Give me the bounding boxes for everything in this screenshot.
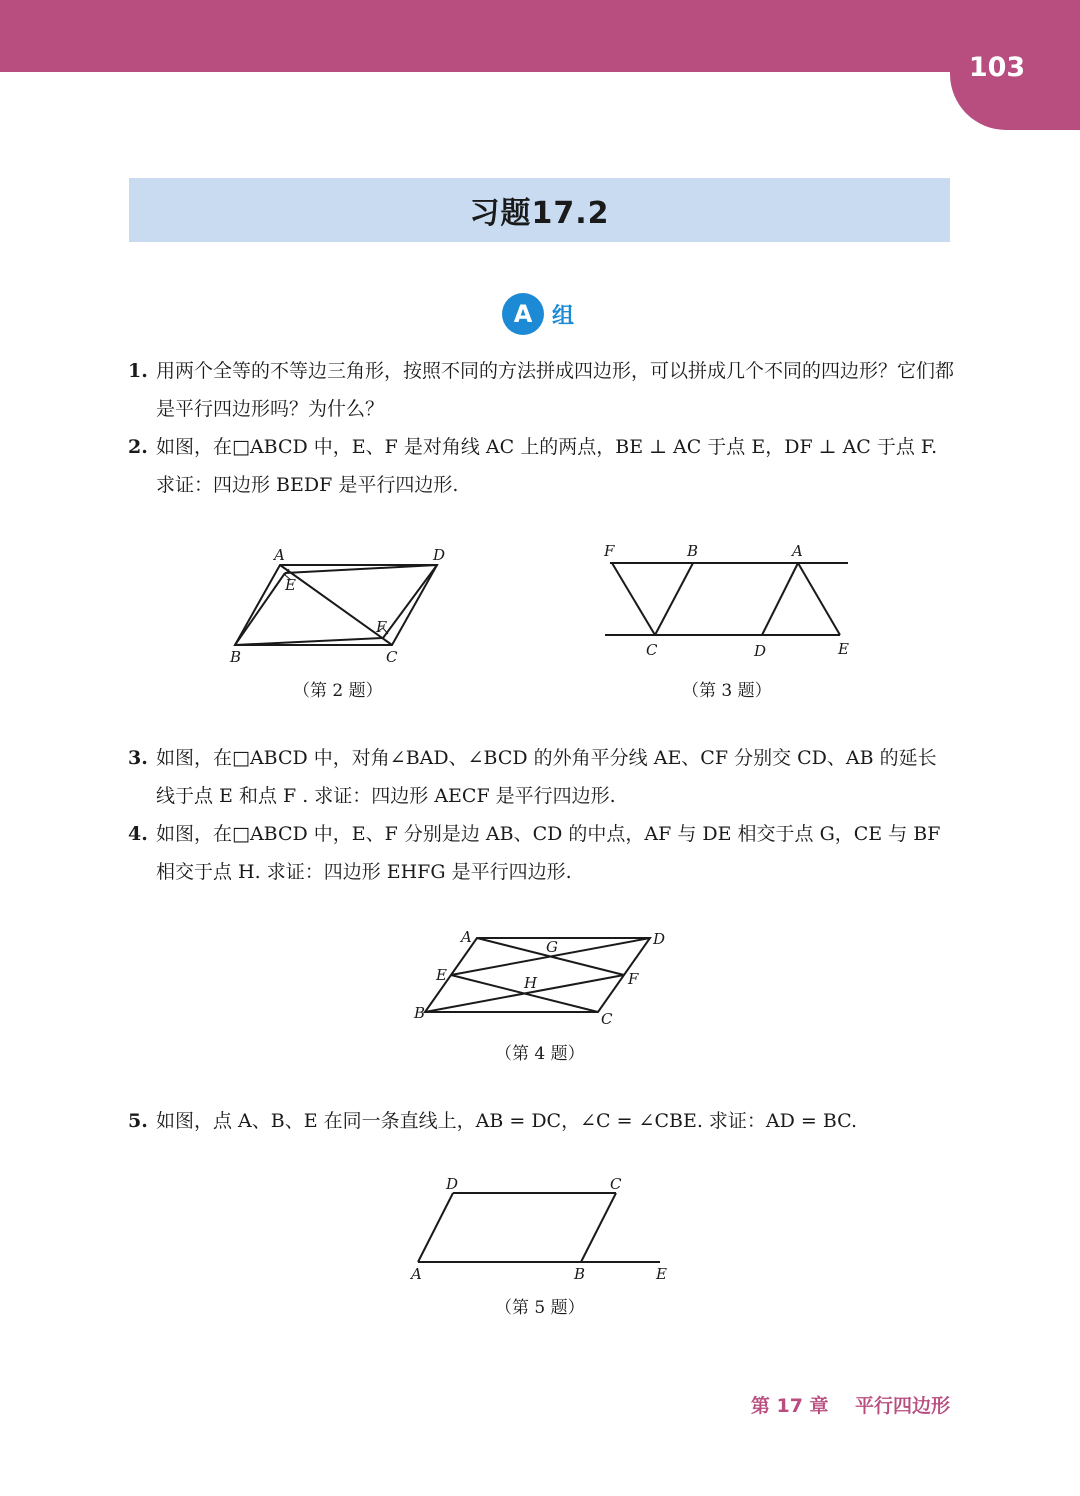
problem-5 [128, 1102, 954, 1140]
segment-be [235, 573, 285, 645]
exercise-title: 习题17.2 [469, 196, 610, 231]
fig2-label-d: D [433, 546, 446, 564]
parallelogram-abcd [425, 938, 650, 1012]
fig3-label-e: E [838, 640, 849, 658]
problem-3 [128, 739, 954, 815]
group-badge: A [502, 293, 544, 335]
problem-text: 如图，在□ABCD 中，E、F 是对角线 AC 上的两点，BE ⊥ AC 于点 E，DF ⊥ AC 于点 F. 求证：四边形 BEDF 是平行四边形. [156, 436, 938, 496]
segment-cb [581, 1193, 616, 1262]
fig5-label-c: C [610, 1175, 622, 1193]
fig5-label-b: B [574, 1265, 586, 1283]
figure-2-caption: （第 2 题） [293, 681, 383, 701]
problem-number: 1. [128, 360, 148, 382]
segment-cb [655, 563, 693, 635]
fig2-label-f: F [376, 618, 387, 636]
figure-3-caption: （第 3 题） [682, 681, 772, 701]
fig2-label-b: B [230, 648, 242, 666]
fig4-label-a: A [461, 928, 472, 946]
problem-number: 2. [128, 436, 148, 458]
figure-3 [600, 540, 860, 670]
figure-4-diagram [410, 925, 680, 1035]
fig2-label-e: E [285, 576, 296, 594]
problem-2 [128, 428, 954, 504]
group-label: 组 [552, 303, 575, 329]
fig5-label-d: D [446, 1175, 459, 1193]
fig2-label-a: A [274, 546, 285, 564]
figure-4 [410, 925, 680, 1035]
header-band [0, 0, 1080, 72]
problem-number: 4. [128, 823, 148, 845]
fig3-label-b: B [687, 542, 699, 560]
fig4-label-e: E [436, 966, 447, 984]
segment-fd [383, 565, 437, 638]
segment-ad [418, 1193, 453, 1262]
segment-fc [612, 563, 655, 635]
fig3-label-d: D [754, 642, 767, 660]
figure-5-diagram [405, 1172, 675, 1287]
figure-2-diagram [225, 540, 465, 670]
figure-3-diagram [600, 540, 860, 670]
problem-number: 5. [128, 1110, 148, 1132]
segment-ae [798, 563, 840, 635]
problem-text: 如图，点 A、B、E 在同一条直线上，AB = DC，∠C = ∠CBE. 求证：AD = BC. [156, 1110, 858, 1132]
segment-da [762, 563, 798, 635]
page-number: 103 [968, 52, 1026, 83]
fig2-label-c: C [386, 648, 398, 666]
fig4-label-g: G [546, 938, 558, 956]
figure-4-caption: （第 4 题） [495, 1044, 585, 1064]
problem-4 [128, 815, 954, 891]
problem-text: 如图，在□ABCD 中，E、F 分别是边 AB、CD 的中点，AF 与 DE 相交于点 G，CE 与 BF 相交于点 H. 求证：四边形 EHFG 是平行四边形. [156, 823, 941, 883]
group-heading [502, 293, 574, 335]
fig4-label-c: C [601, 1010, 613, 1028]
figure-5 [405, 1172, 675, 1287]
fig5-label-a: A [411, 1265, 422, 1283]
problem-text: 用两个全等的不等边三角形，按照不同的方法拼成四边形，可以拼成几个不同的四边形？它们都是平行四边形吗？为什么？ [156, 360, 955, 420]
figure-5-caption: （第 5 题） [495, 1298, 585, 1318]
segment-ed [285, 565, 437, 573]
problem-number: 3. [128, 747, 148, 769]
fig4-label-d: D [653, 930, 666, 948]
fig3-label-a: A [792, 542, 803, 560]
problem-1 [128, 352, 954, 428]
figure-2 [225, 540, 465, 670]
fig4-label-f: F [628, 970, 639, 988]
fig3-label-f: F [604, 542, 615, 560]
fig5-label-e: E [656, 1265, 667, 1283]
fig4-label-b: B [414, 1004, 426, 1022]
problem-text: 如图，在□ABCD 中，对角∠BAD、∠BCD 的外角平分线 AE、CF 分别交 CD、AB 的延长线于点 E 和点 F . 求证：四边形 AECF 是平行四边形. [156, 747, 937, 807]
exercise-title-bar [129, 178, 950, 242]
chapter-footer: 第 17 章 平行四边形 [750, 1395, 950, 1417]
fig3-label-c: C [646, 641, 658, 659]
segment-bf [235, 638, 383, 645]
fig4-label-h: H [524, 974, 538, 992]
